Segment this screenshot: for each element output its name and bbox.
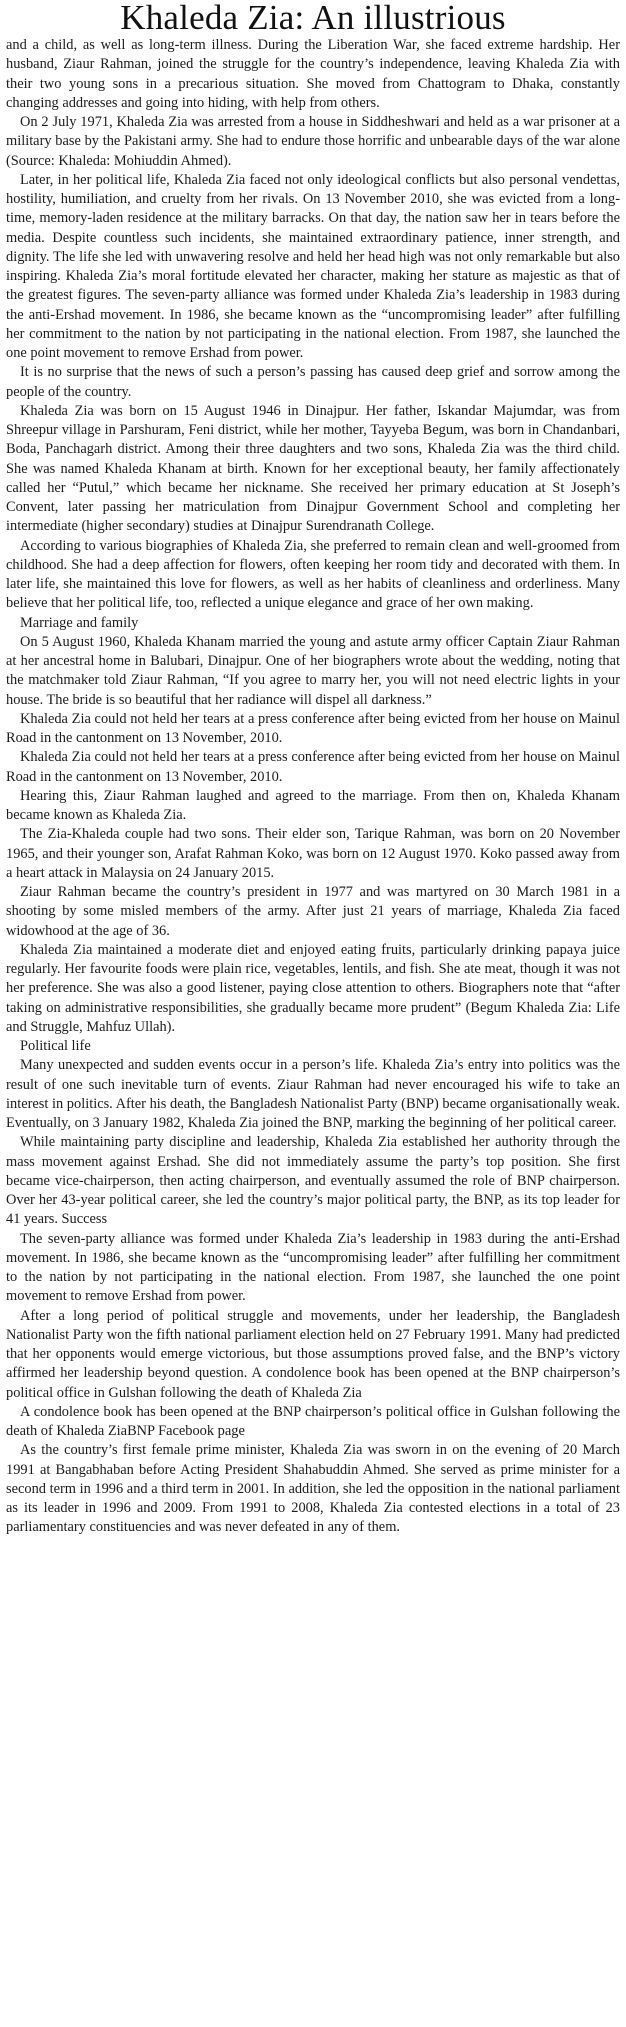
photo-caption-eviction-repeat: Khaleda Zia could not held her tears at a press conference after being evicted from her house on Mainul Road in the cantonment on 13 November, 2010.: [6, 749, 620, 785]
paragraph-national-grief: It is no surprise that the news of such a person’s passing has caused deep grief and sorrow among the people of the country.: [6, 364, 620, 400]
headline: Khaleda Zia: An illustrious: [120, 0, 506, 37]
paragraph-entry-into-politics: Many unexpected and sudden events occur in a person’s life. Khaleda Zia’s entry into politics was the result of one such inevitable turn of events. Ziaur Rahman had never encouraged his wife to take an interest in politics. After his death, the Bangladesh Nationalist Party (BNP) became organisationally weak. Eventually, on 3 January 1982, Khaleda Zia joined the BNP, marking the beginning of her political career.: [6, 1057, 620, 1131]
paragraph-liberation-war: and a child, as well as long-term illness. During the Liberation War, she faced extreme hardship. Her husband, Ziaur Rahman, joined the struggle for the country’s independence, leaving Khaleda Zia with their two young sons in a precarious situation. She moved from Chattogram to Dhaka, constantly changing addresses and going into hiding, with help from others.: [6, 37, 620, 111]
paragraph-arrest-1971: On 2 July 1971, Khaleda Zia was arrested from a house in Siddheshwari and held as a war prisoner at a military base by the Pakistani army. She had to endure those horrific and unbearable days of the war alone (Source: Khaleda: Mohiuddin Ahmed).: [6, 114, 620, 169]
subheading-marriage-family: Marriage and family: [20, 614, 139, 631]
paragraph-childhood-habits: According to various biographies of Khaleda Zia, she preferred to remain clean and well-groomed from childhood. She had a deep affection for flowers, often keeping her room tidy and decorated with them. In later life, she maintained this love for flowers, as well as her habits of cleanliness and orderliness. Many believe that her political life, too, reflected a unique elegance and grace of her own making.: [6, 537, 620, 612]
subheading-political-life: Political life: [20, 1038, 91, 1054]
photo-caption-eviction: Khaleda Zia could not held her tears at a press conference after being evicted from her house on Mainul Road in the cantonment on 13 November, 2010.: [6, 710, 620, 746]
photo-caption-condolence-book: A condolence book has been opened at the BNP chairperson’s political office in Gulshan following the death of Khaleda ZiaBNP Facebook page: [6, 1403, 620, 1439]
paragraph-name-change: Hearing this, Ziaur Rahman laughed and agreed to the marriage. From then on, Khaleda Khanam became known as Khaleda Zia.: [6, 787, 620, 823]
paragraph-wedding: On 5 August 1960, Khaleda Khanam married the young and astute army officer Captain Ziaur Rahman at her ancestral home in Balubari, Dinajpur. One of her biographers wrote about the wedding, noting that the matchmaker told Ziaur Rahman, “If you agree to marry her, you will not need electric lights in your house. The bride is so beautiful that her radiance will dispel all darkness.”: [6, 633, 620, 708]
article-body: [6, 36, 620, 1538]
paragraph-sons: The Zia-Khaleda couple had two sons. Their elder son, Tarique Rahman, was born on 20 November 1965, and their younger son, Arafat Rahman Koko, was born on 12 August 1970. Koko passed away from a heart attack in Malaysia on 24 January 2015.: [6, 826, 620, 881]
paragraph-birth-education: Khaleda Zia was born on 15 August 1946 in Dinajpur. Her father, Iskandar Majumdar, was from Shreepur village in Parshuram, Feni district, while her mother, Tayyeba Begum, was born in Chandanbari, Boda, Panchagarh district. Among their three daughters and two sons, Khaleda Zia was the third child. She was named Khaleda Khanam at birth. Known for her exceptional beauty, her family affectionately called her “Putul,” which became her nickname. She received her primary education at St Joseph’s Convent, later passing her matriculation from Dinajpur Government School and completing her intermediate (higher secondary) studies at Dinajpur Surendranath College.: [6, 402, 620, 535]
paragraph-diet-habits: Khaleda Zia maintained a moderate diet and enjoyed eating fruits, particularly drinking papaya juice regularly. Her favourite foods were plain rice, vegetables, lentils, and fish. She ate meat, though it was not her preference. She was also a good listener, paying close attention to others. Biographers note that “after taking on administrative responsibilities, she gradually became more prudent” (Begum Khaleda Zia: Life and Struggle, Mahfuz Ullah).: [6, 941, 620, 1035]
paragraph-political-hardships: Later, in her political life, Khaleda Zia faced not only ideological conflicts but also personal vendettas, hostility, humiliation, and cruelty from her rivals. On 13 November 2010, she was evicted from a long-time, memory-laden residence at the military barracks. On that day, the nation saw her in tears before the media. Despite countless such incidents, she maintained extraordinary patience, inner strength, and dignity. The life she led with unwavering resolve and held her head high was not only remarkable but also inspiring. Khaleda Zia’s moral fortitude elevated her character, making her stature as majestic as that of the greatest figures. The seven-party alliance was formed under Khaleda Zia’s leadership in 1983 during the anti-Ershad movement. In 1986, she became known as the “uncompromising leader” after fulfilling her commitment to the nation by not participating in the national election. From 1987, she launched the one point movement to remove Ershad from power.: [6, 171, 620, 361]
paragraph-prime-minister: As the country’s first female prime minister, Khaleda Zia was sworn in on the evening of 20 March 1991 at Bangabhaban before Acting President Shahabuddin Ahmed. She served as prime minister for a second term in 1996 and a third term in 2001. In addition, she led the opposition in the national parliament as its leader in 1996 and 2009. From 1991 to 2008, Khaleda Zia contested elections in a total of 23 parliamentary constituencies and was never defeated in any of them.: [6, 1442, 620, 1536]
paragraph-widowhood: Ziaur Rahman became the country’s president in 1977 and was martyred on 30 March 1981 in a shooting by some misled members of the army. After just 21 years of marriage, Khaleda Zia faced widowhood at the age of 36.: [6, 884, 620, 939]
paragraph-party-leadership: While maintaining party discipline and leadership, Khaleda Zia established her authority through the mass movement against Ershad. She did not immediately assume the party’s top position. She first became vice-chairperson, then acting chairperson, and eventually assumed the role of BNP chairperson. Over her 43-year political career, she led the country’s major political party, the BNP, as its top leader for 41 years. Success: [6, 1134, 620, 1228]
paragraph-1991-election: After a long period of political struggle and movements, under her leadership, the Bangladesh Nationalist Party won the fifth national parliament election held on 27 February 1991. Many had predicted that her opponents would emerge victorious, but those assumptions proved false, and the BNP’s victory affirmed her leadership beyond question. A condolence book has been opened at the BNP chairperson’s political office in Gulshan following the death of Khaleda Zia: [6, 1307, 620, 1401]
paragraph-seven-party-alliance: The seven-party alliance was formed under Khaleda Zia’s leadership in 1983 during the anti-Ershad movement. In 1986, she became known as the “uncompromising leader” after fulfilling her commitment to the nation by not participating in the national election. From 1987, she launched the one point movement to remove Ershad from power.: [6, 1230, 620, 1305]
